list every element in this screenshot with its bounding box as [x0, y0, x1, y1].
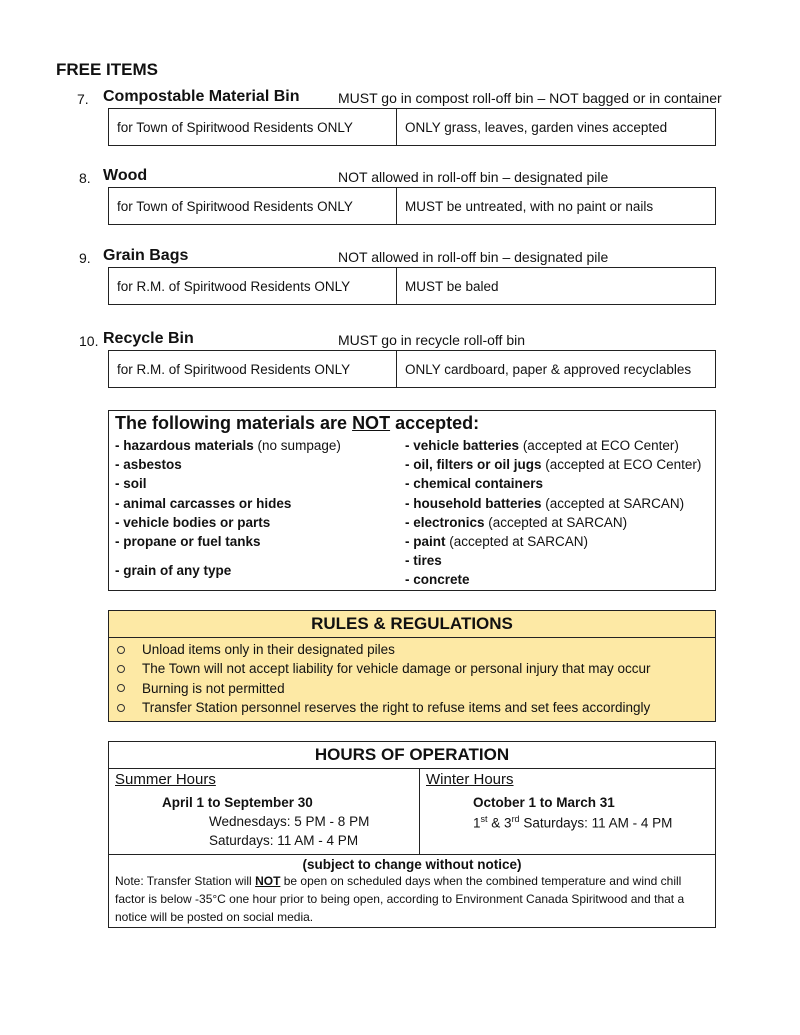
- residents-cell: for R.M. of Spiritwood Residents ONLY: [109, 351, 397, 387]
- hours-box: [108, 741, 716, 928]
- rule-cell: ONLY grass, leaves, garden vines accepted: [405, 119, 668, 135]
- winter-time: 1st & 3rd Saturdays: 11 AM - 4 PM: [473, 814, 673, 831]
- summer-hours: [109, 769, 420, 854]
- item-note: MUST go in recycle roll-off bin: [338, 332, 525, 348]
- list-item: - propane or fuel tanks: [115, 534, 261, 549]
- list-item: - paint (accepted at SARCAN): [405, 534, 589, 549]
- bullet-icon: [117, 704, 125, 712]
- list-item: - grain of any type: [115, 563, 232, 578]
- list-item: Unload items only in their designated piles: [115, 640, 715, 659]
- rule-cell: ONLY cardboard, paper & approved recyclables: [405, 361, 692, 377]
- list-item: - chemical containers: [405, 476, 544, 491]
- rules-box: [108, 610, 716, 722]
- residents-cell: for Town of Spiritwood Residents ONLY: [109, 109, 397, 145]
- list-item: - vehicle bodies or parts: [115, 515, 271, 530]
- rules-list: [109, 638, 715, 717]
- bullet-icon: [117, 684, 125, 692]
- list-item: The Town will not accept liability for vehicle damage or personal injury that may occur: [115, 659, 715, 678]
- item-title: Wood: [103, 167, 148, 184]
- summer-time: Wednesdays: 5 PM - 8 PM: [209, 814, 370, 829]
- rules-title: RULES & REGULATIONS: [109, 611, 715, 638]
- summer-range: April 1 to September 30: [162, 795, 313, 810]
- summer-label: Summer Hours: [115, 771, 216, 788]
- hours-title: HOURS OF OPERATION: [109, 742, 715, 769]
- list-item: - tires: [405, 553, 442, 568]
- subject-to-change: (subject to change without notice): [302, 857, 522, 872]
- item-number: 10.: [79, 333, 99, 349]
- item-detail-box: [108, 187, 716, 225]
- item-detail-box: [108, 267, 716, 305]
- page-heading: FREE ITEMS: [56, 60, 159, 79]
- list-item: - household batteries (accepted at SARCAN): [405, 496, 685, 511]
- list-item: Transfer Station personnel reserves the right to refuse items and set fees accordingly: [115, 698, 715, 717]
- bullet-icon: [117, 646, 125, 654]
- item-note: NOT allowed in roll-off bin – designated pile: [338, 169, 609, 185]
- summer-time: Saturdays: 11 AM - 4 PM: [209, 833, 359, 848]
- list-item: - animal carcasses or hides: [115, 496, 292, 511]
- item-title: Grain Bags: [103, 247, 189, 264]
- item-note: MUST go in compost roll-off bin – NOT bagged or in container: [338, 90, 722, 106]
- item-detail-box: [108, 108, 716, 146]
- not-accepted-box: [108, 410, 716, 591]
- item-number: 8.: [79, 170, 91, 186]
- not-accepted-title: The following materials are NOT accepted:: [115, 413, 480, 433]
- item-title: Recycle Bin: [103, 330, 194, 347]
- list-item: - asbestos: [115, 457, 182, 472]
- residents-cell: for R.M. of Spiritwood Residents ONLY: [109, 268, 397, 304]
- list-item: - vehicle batteries (accepted at ECO Center): [405, 438, 679, 453]
- list-item: - oil, filters or oil jugs (accepted at ECO Center): [405, 457, 702, 472]
- winter-hours: [420, 769, 715, 854]
- rule-cell: MUST be baled: [405, 278, 499, 294]
- list-item: - concrete: [405, 572, 470, 587]
- list-item: - electronics (accepted at SARCAN): [405, 515, 628, 530]
- item-number: 7.: [77, 91, 89, 107]
- list-item: - hazardous materials (no sumpage): [115, 438, 341, 453]
- bullet-icon: [117, 665, 125, 673]
- winter-range: October 1 to March 31: [473, 795, 615, 810]
- residents-cell: for Town of Spiritwood Residents ONLY: [109, 188, 397, 224]
- list-item: Burning is not permitted: [115, 679, 715, 698]
- item-title: Compostable Material Bin: [103, 88, 300, 105]
- winter-label: Winter Hours: [426, 771, 514, 788]
- item-detail-box: [108, 350, 716, 388]
- closure-note: Note: Transfer Station will NOT be open on scheduled days when the combined temperature and wind chill factor is below -35°C one hour prior to being open, according to Environment Canada Spiritwood and that a notice will be posted on social media.: [115, 874, 685, 924]
- item-note: NOT allowed in roll-off bin – designated pile: [338, 249, 609, 265]
- item-number: 9.: [79, 250, 91, 266]
- rule-cell: MUST be untreated, with no paint or nails: [405, 198, 654, 214]
- list-item: - soil: [115, 476, 147, 491]
